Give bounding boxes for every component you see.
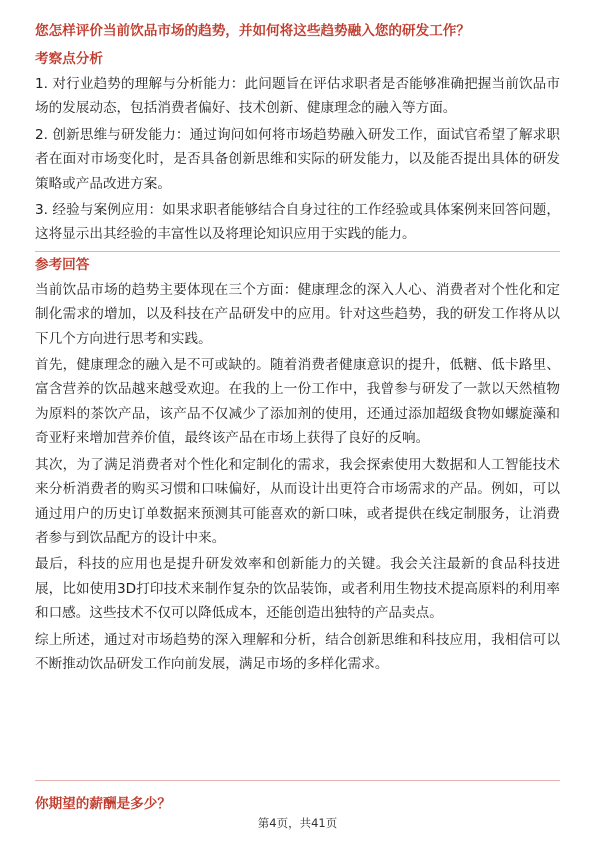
page-content [35, 20, 560, 676]
answer-paragraph-5: 综上所述，通过对市场趋势的深入理解和分析，结合创新思维和科技应用，我相信可以不断推动饮品研发工作向前发展，满足市场的多样化需求。 [35, 631, 560, 672]
answer-heading: 参考回答 [35, 256, 90, 273]
answer-paragraph-1: 当前饮品市场的趋势主要体现在三个方面：健康理念的深入人心、消费者对个性化和定制化需求的增加，以及科技在产品研发中的应用。针对这些趋势，我的研发工作将从以下几个方向进行思考和实践。 [35, 281, 560, 347]
question-title: 您怎样评价当前饮品市场的趋势，并如何将这些趋势融入您的研发工作？ [35, 23, 470, 39]
page-number: 第4页，共41页 [257, 816, 338, 830]
analysis-point-2: 2. 创新思维与研发能力：通过询问如何将市场趋势融入研发工作，面试官希望了解求职者在面对市场变化时，是否具备创新思维和实际的研发能力，以及能否提出具体的研发策略或产品改进方案。 [35, 126, 560, 192]
analysis-point-3: 3. 经验与案例应用：如果求职者能够结合自身过往的工作经验或具体案例来回答问题，这将显示出其经验的丰富性以及将理论知识应用于实践的能力。 [35, 202, 560, 243]
answer-paragraph-4: 最后，科技的应用也是提升研发效率和创新能力的关键。我会关注最新的食品科技进展，比如使用3D打印技术来制作复杂的饮品装饰，或者利用生物技术提高原料的利用率和口感。这些技术不仅可以降低成本，还能创造出独特的产品卖点。 [35, 556, 560, 622]
next-question-title: 你期望的薪酬是多少？ [35, 796, 171, 812]
analysis-heading: 考察点分析 [35, 51, 103, 67]
answer-paragraph-2: 首先，健康理念的融入是不可或缺的。随着消费者健康意识的提升，低糖、低卡路里、富含营养的饮品越来越受欢迎。在我的上一份工作中，我曾参与研发了一款以天然植物为原料的茶饮产品，该产品不仅减少了添加剂的使用，还通过添加超级食物如螺旋藻和奇亚籽来增加营养价值，最终该产品在市场上获得了良好的反响。 [35, 357, 560, 447]
bottom-divider [35, 780, 560, 781]
section-divider [35, 251, 560, 252]
answer-paragraph-3: 其次，为了满足消费者对个性化和定制化的需求，我会探索使用大数据和人工智能技术来分析消费者的购买习惯和口味偏好，从而设计出更符合市场需求的产品。例如，可以通过用户的历史订单数据来预测其可能喜欢的新口味，或者提供在线定制服务，让消费者参与到饮品配方的设计中来。 [35, 456, 560, 546]
analysis-point-1: 1. 对行业趋势的理解与分析能力：此问题旨在评估求职者是否能够准确把握当前饮品市场的发展动态，包括消费者偏好、技术创新、健康理念的融入等方面。 [35, 76, 560, 117]
